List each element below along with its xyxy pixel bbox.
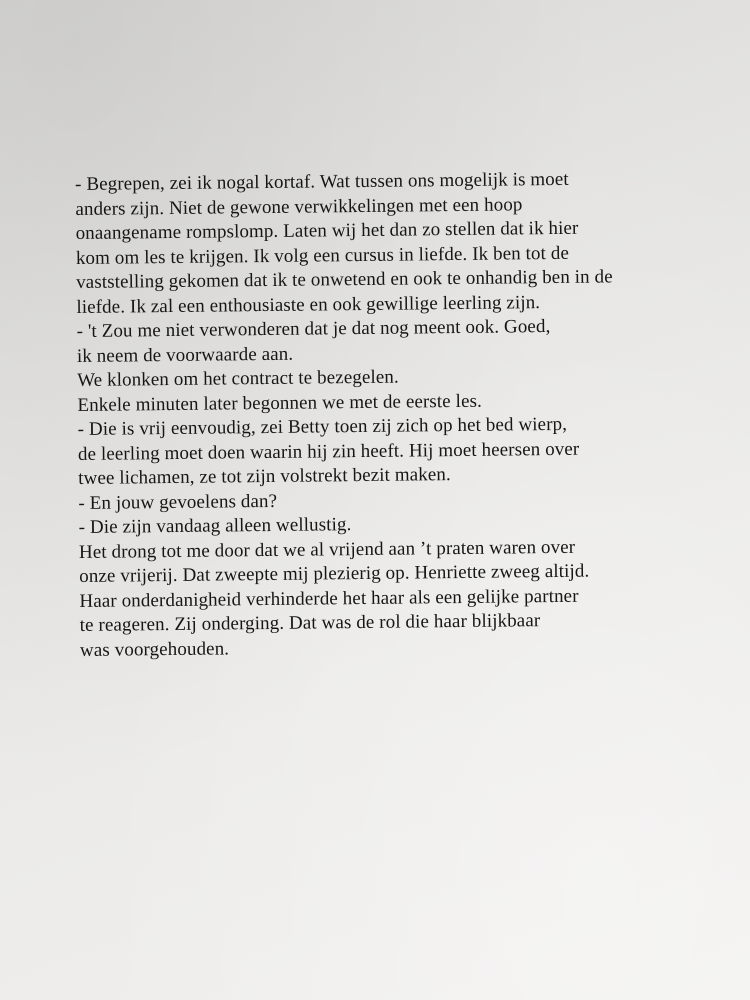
text-line: vaststelling gekomen dat ik te onwetend en ook te onhandig ben in de [76, 266, 613, 293]
body-text [75, 167, 700, 663]
text-line: ik neem de voorwaarde aan. [76, 343, 294, 367]
text-line: te reageren. Zij onderging. Dat was de rol die haar blijkbaar [79, 610, 541, 636]
text-line: - Die zijn vandaag alleen wellustig. [78, 514, 352, 538]
text-line: - 't Zou me niet verwonderen dat je dat nog meent ook. Goed, [76, 316, 551, 342]
text-line: Enkele minuten later begonnen we met de eerste les. [77, 390, 483, 416]
text-line: onaangename rompslomp. Laten wij het dan zo stellen dat ik hier [75, 217, 579, 244]
text-line: Haar onderdanigheid verhinderde het haar als een gelijke partner [79, 585, 579, 612]
text-line: onze vrijerij. Dat zweepte mij plezierig op. Henriette zweeg altijd. [79, 560, 590, 587]
text-line: was voorgehouden. [79, 637, 230, 661]
text-line: de leerling moet doen waarin hij zin heeft. Hij moet heersen over [77, 438, 580, 465]
text-line: anders zijn. Niet de gewone verwikkelingen met een hoop [75, 193, 523, 220]
text-line: - En jouw gevoelens dan? [78, 490, 278, 514]
text-line: Het drong tot me door dat we al vrijend aan ’t praten waren over [78, 536, 576, 563]
text-line: - Die is vrij eenvoudig, zei Betty toen zij zich op het bed wierp, [77, 413, 568, 440]
text-line: We klonken om het contract te bezegelen. [77, 366, 399, 391]
text-line: twee lichamen, ze tot zijn volstrekt bezit maken. [78, 464, 451, 489]
text-line: liefde. Ik zal een enthousiaste en ook gewillige leerling zijn. [76, 291, 541, 318]
text-line: kom om les te krijgen. Ik volg een cursus in liefde. Ik ben tot de [75, 242, 570, 269]
text-line: - Begrepen, zei ik nogal kortaf. Wat tussen ons mogelijk is moet [75, 168, 569, 195]
